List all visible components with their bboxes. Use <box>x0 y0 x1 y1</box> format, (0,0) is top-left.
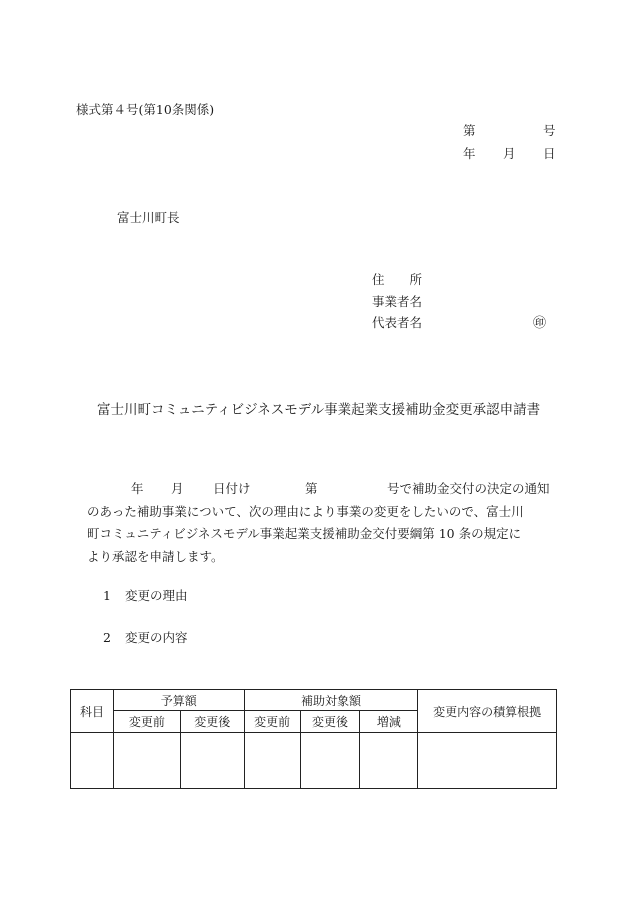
date-year: 年 <box>463 146 476 161</box>
body-line-2: のあった補助事業について、次の理由により事業の変更をしたいので、富士川 <box>87 503 524 519</box>
table-row <box>71 733 557 789</box>
cell-subsidy-after[interactable] <box>300 733 360 789</box>
addressee: 富士川町長 <box>117 210 180 225</box>
date-month: 月 <box>503 146 516 161</box>
header-subsidy-before: 変更前 <box>244 711 300 733</box>
cell-subsidy-change[interactable] <box>360 733 418 789</box>
seal-mark: ㊞ <box>533 316 547 331</box>
header-basis: 変更内容の積算根拠 <box>418 690 557 733</box>
doc-number-go: 号 <box>543 123 556 138</box>
item-2-label: 変更の内容 <box>124 630 188 645</box>
address-label: 住 所 <box>372 272 423 287</box>
item-2-number: 2 <box>103 630 111 645</box>
date-day: 日 <box>543 146 556 161</box>
representative-label: 代表者名 <box>372 315 423 330</box>
body-month: 月 <box>171 481 184 496</box>
header-budget: 予算額 <box>113 690 244 711</box>
body-paragraph <box>87 478 557 568</box>
header-subject: 科目 <box>71 690 114 733</box>
item-1-label: 変更の理由 <box>124 588 188 603</box>
body-day: 日付け <box>213 481 251 496</box>
cell-subsidy-before[interactable] <box>244 733 300 789</box>
header-subsidy: 補助対象額 <box>244 690 418 711</box>
body-line1-rest: 号で補助金交付の決定の通知 <box>387 481 550 496</box>
cell-basis[interactable] <box>418 733 557 789</box>
business-name-label: 事業者名 <box>372 294 423 309</box>
cell-budget-before[interactable] <box>113 733 180 789</box>
form-label: 様式第４号(第10条関係) <box>76 102 215 117</box>
cell-subject[interactable] <box>71 733 114 789</box>
body-line-1 <box>87 478 557 501</box>
header-subsidy-change: 増減 <box>360 711 418 733</box>
change-detail-table <box>70 689 557 789</box>
header-budget-after: 変更後 <box>180 711 244 733</box>
item-1 <box>103 586 187 604</box>
document-title: 富士川町コミュニティビジネスモデル事業起業支援補助金変更承認申請書 <box>97 402 541 418</box>
body-year: 年 <box>131 481 144 496</box>
doc-number-dai: 第 <box>463 123 476 138</box>
header-subsidy-after: 変更後 <box>300 711 360 733</box>
body-dai: 第 <box>305 481 318 496</box>
body-line-3: 町コミュニティビジネスモデル事業起業支援補助金交付要綱第 10 条の規定に <box>87 526 522 541</box>
item-1-number: 1 <box>103 588 111 603</box>
header-budget-before: 変更前 <box>113 711 180 733</box>
cell-budget-after[interactable] <box>180 733 244 789</box>
item-2 <box>103 628 187 646</box>
body-line-4: より承認を申請します。 <box>87 548 224 564</box>
